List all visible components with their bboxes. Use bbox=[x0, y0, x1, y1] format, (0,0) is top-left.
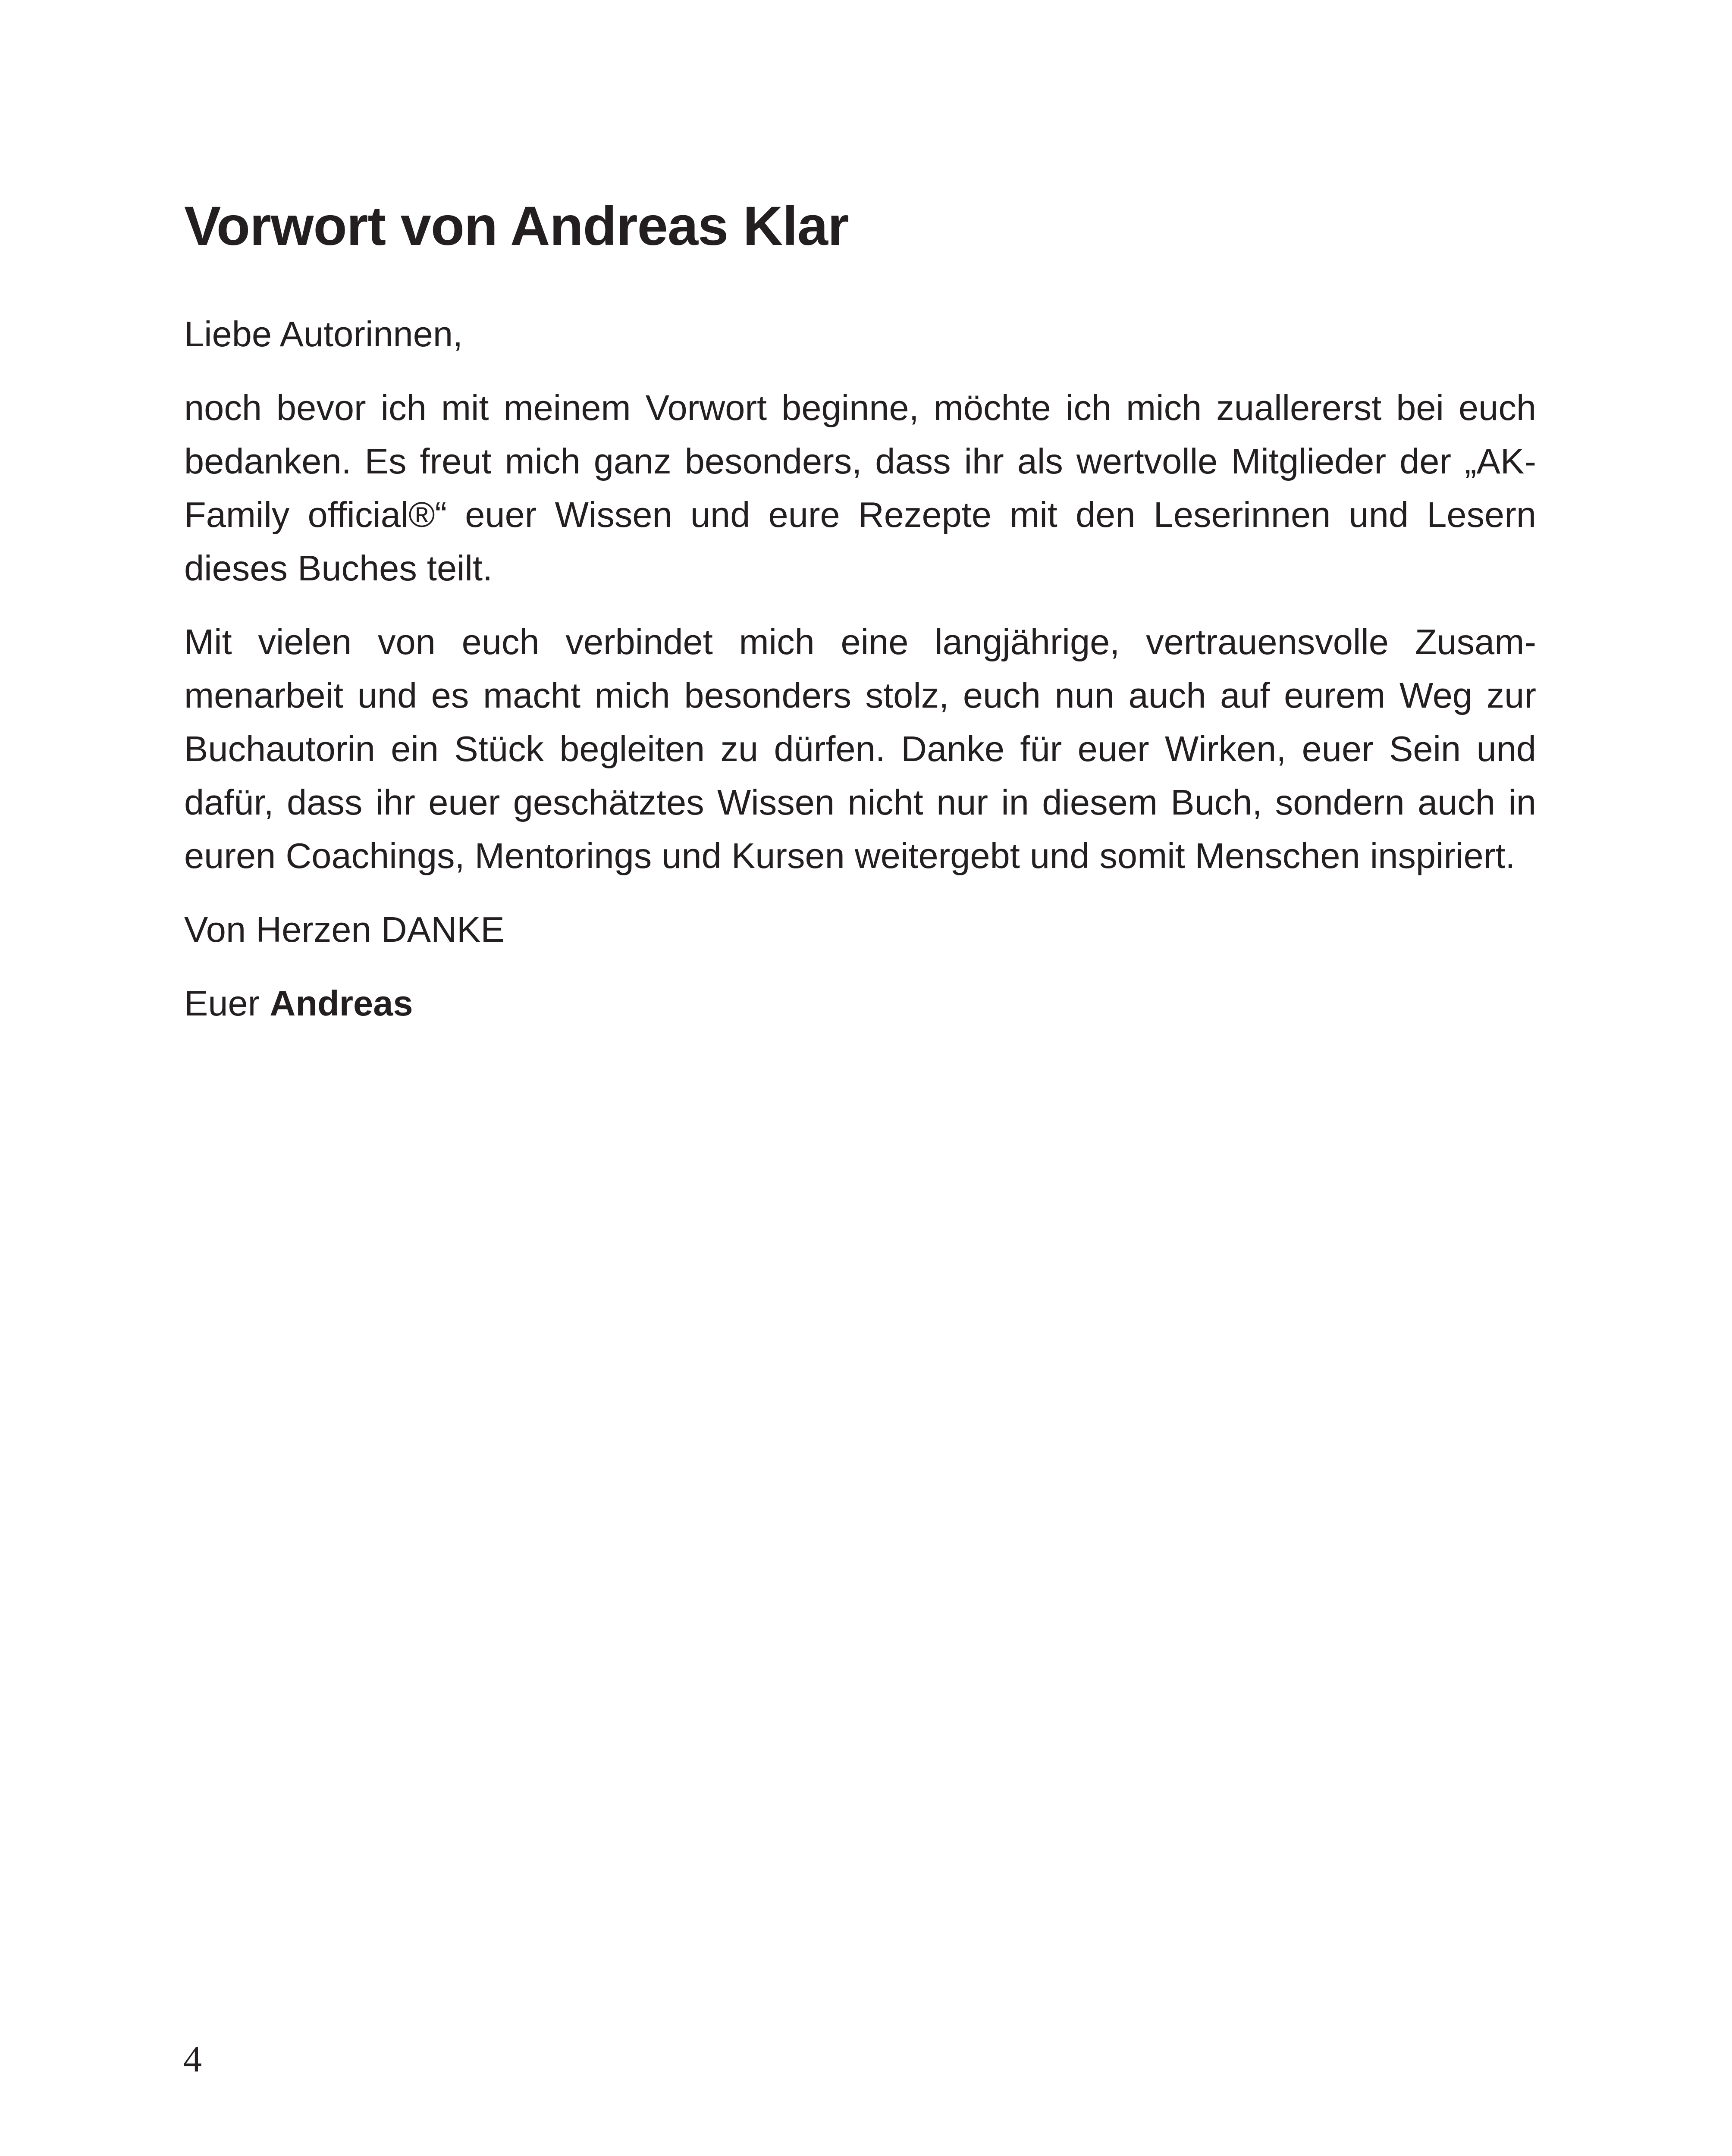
page-number: 4 bbox=[183, 2038, 202, 2080]
body-paragraph-1: noch bevor ich mit meinem Vorwort beginne, möchte ich mich zuallererst bei euch bedanken. Es freut mich ganz besonders, dass ihr als wertvolle Mitglieder der „AK-Family official®“ euer Wissen und eure Rezepte mit den Leserinnen und Lesern dieses Buches teilt. bbox=[184, 388, 1536, 588]
signature-prefix: Euer bbox=[184, 983, 260, 1023]
page-title: Vorwort von Andreas Klar bbox=[184, 195, 849, 257]
body-paragraph-2: Mit vielen von euch verbindet mich eine langjährige, vertrauensvolle Zusammenarbeit und es macht mich besonders stolz, euch nun auch auf eurem Weg zur Buchautorin ein Stück begleiten zu dürfen. Danke für euer Wirken, euer Sein und dafür, dass ihr euer geschätztes Wissen nicht nur in diesem Buch, sondern auch in euren Coachings, Mentorings und Kursen weitergebt und somit Menschen inspiriert. bbox=[184, 622, 1536, 876]
salutation: Liebe Autorinnen, bbox=[184, 314, 463, 354]
signature bbox=[184, 977, 1536, 1030]
page-content bbox=[184, 192, 1536, 1030]
closing-line: Von Herzen DANKE bbox=[184, 909, 505, 950]
signature-name: Andreas bbox=[270, 983, 413, 1023]
